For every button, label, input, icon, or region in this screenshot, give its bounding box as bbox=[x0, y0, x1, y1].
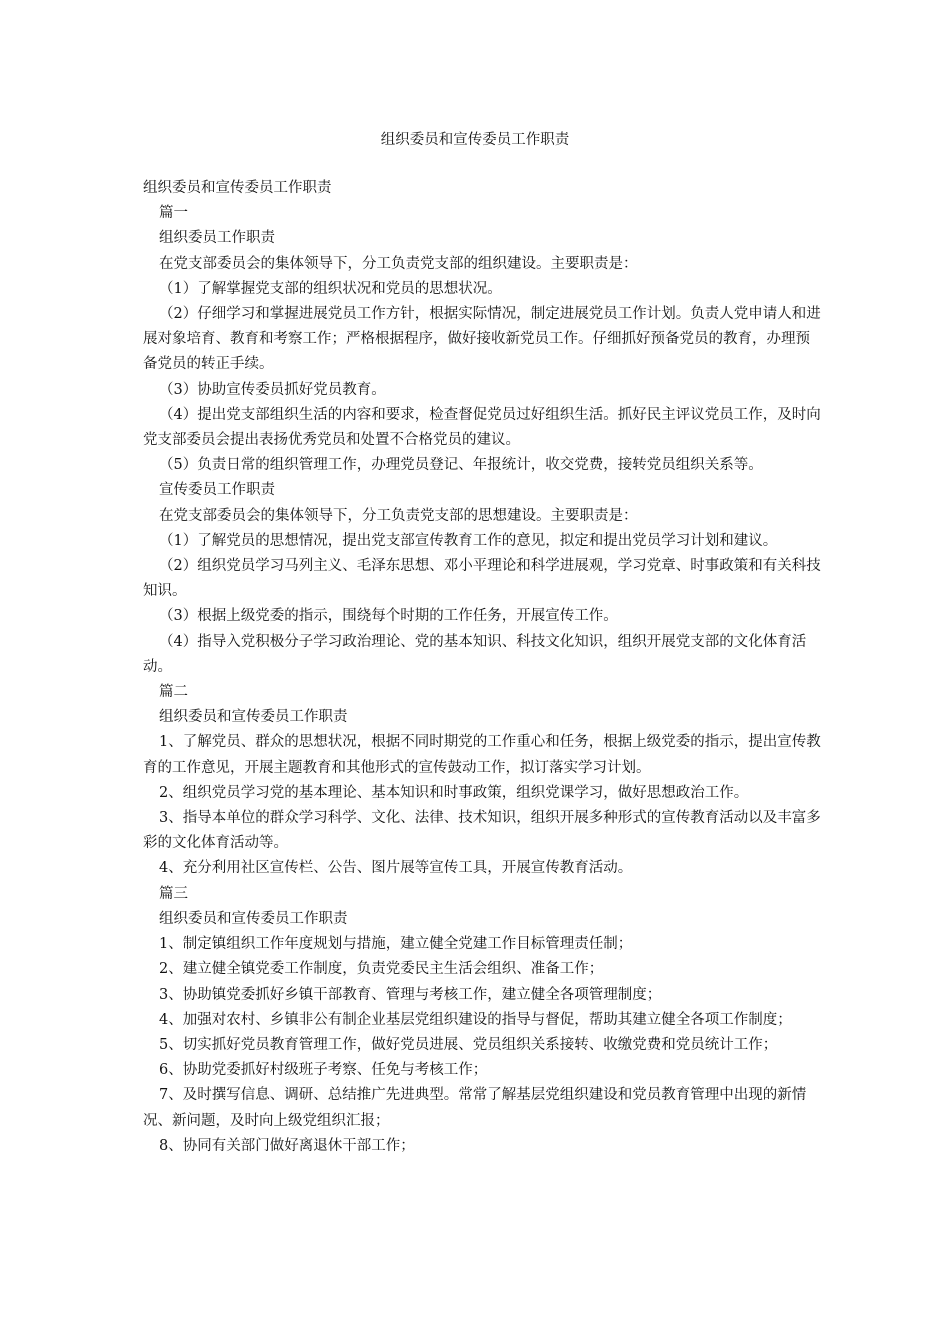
paragraph: 篇二 bbox=[159, 684, 188, 701]
paragraph: 宣传委员工作职责 bbox=[159, 482, 275, 499]
paragraph: 篇一 bbox=[159, 205, 188, 222]
paragraph: 5、切实抓好党员教育管理工作，做好党员进展、党员组织关系接转、收缴党费和党员统计工作； bbox=[159, 1036, 778, 1053]
paragraph: （2）组织党员学习马列主义、毛泽东思想、邓小平理论和科学进展观，学习党章、时事政策和有关科技知识。 bbox=[143, 558, 821, 600]
paragraph: （1）了解党员的思想情况，提出党支部宣传教育工作的意见，拟定和提出党员学习计划和建议。 bbox=[159, 532, 778, 549]
paragraph: 组织委员和宣传委员工作职责 bbox=[159, 709, 348, 726]
document-body bbox=[143, 176, 823, 1159]
paragraph: （1）了解掌握党支部的组织状况和党员的思想状况。 bbox=[159, 280, 502, 297]
paragraph: 在党支部委员会的集体领导下，分工负责党支部的思想建设。主要职责是： bbox=[159, 507, 638, 524]
paragraph: 2、组织党员学习党的基本理论、基本知识和时事政策，组织党课学习，做好思想政治工作。 bbox=[159, 784, 749, 801]
paragraph: 6、协助党委抓好村级班子考察、任免与考核工作； bbox=[159, 1062, 488, 1079]
paragraph: 1、了解党员、群众的思想状况，根据不同时期党的工作重心和任务，根据上级党委的指示，提出宣传教育的工作意见，开展主题教育和其他形式的宣传鼓动工作，拟订落实学习计划。 bbox=[143, 734, 821, 776]
paragraph: 组织委员工作职责 bbox=[159, 230, 275, 247]
paragraph: 3、协助镇党委抓好乡镇干部教育、管理与考核工作，建立健全各项管理制度； bbox=[159, 986, 662, 1003]
paragraph: （2）仔细学习和掌握进展党员工作方针，根据实际情况，制定进展党员工作计划。负责人党申请人和进展对象培育、教育和考察工作；严格根据程序，做好接收新党员工作。仔细抓好预备党员的教育，办理预备党员的转正手续。 bbox=[143, 306, 821, 373]
paragraph: 3、指导本单位的群众学习科学、文化、法律、技术知识，组织开展多种形式的宣传教育活动以及丰富多彩的文化体育活动等。 bbox=[143, 810, 821, 852]
paragraph: 1、制定镇组织工作年度规划与措施，建立健全党建工作目标管理责任制； bbox=[159, 936, 633, 953]
paragraph: （4）指导入党积极分子学习政治理论、党的基本知识、科技文化知识，组织开展党支部的文化体育活动。 bbox=[143, 633, 807, 675]
paragraph: 组织委员和宣传委员工作职责 bbox=[143, 180, 332, 196]
paragraph: 7、及时撰写信息、调研、总结推广先进典型。常常了解基层党组织建设和党员教育管理中出现的新情况、新问题，及时向上级党组织汇报； bbox=[143, 1087, 807, 1129]
page-title: 组织委员和宣传委员工作职责 bbox=[380, 132, 570, 148]
paragraph: 2、建立健全镇党委工作制度，负责党委民主生活会组织、准备工作； bbox=[159, 961, 604, 978]
paragraph: （5）负责日常的组织管理工作，办理党员登记、年报统计，收交党费，接转党员组织关系等。 bbox=[159, 457, 763, 474]
paragraph: 8、协同有关部门做好离退休干部工作； bbox=[159, 1137, 415, 1154]
paragraph: 4、加强对农村、乡镇非公有制企业基层党组织建设的指导与督促，帮助其建立健全各项工作制度； bbox=[159, 1011, 792, 1028]
paragraph: （3）协助宣传委员抓好党员教育。 bbox=[159, 381, 386, 398]
paragraph: 4、充分利用社区宣传栏、公告、图片展等宣传工具，开展宣传教育活动。 bbox=[159, 860, 633, 877]
paragraph: 篇三 bbox=[159, 885, 188, 902]
paragraph: （3）根据上级党委的指示，围绕每个时期的工作任务，开展宣传工作。 bbox=[159, 608, 618, 625]
paragraph: 组织委员和宣传委员工作职责 bbox=[159, 910, 348, 927]
paragraph: （4）提出党支部组织生活的内容和要求，检查督促党员过好组织生活。抓好民主评议党员工作，及时向党支部委员会提出表扬优秀党员和处置不合格党员的建议。 bbox=[143, 406, 821, 449]
paragraph: 在党支部委员会的集体领导下，分工负责党支部的组织建设。主要职责是： bbox=[159, 255, 638, 272]
